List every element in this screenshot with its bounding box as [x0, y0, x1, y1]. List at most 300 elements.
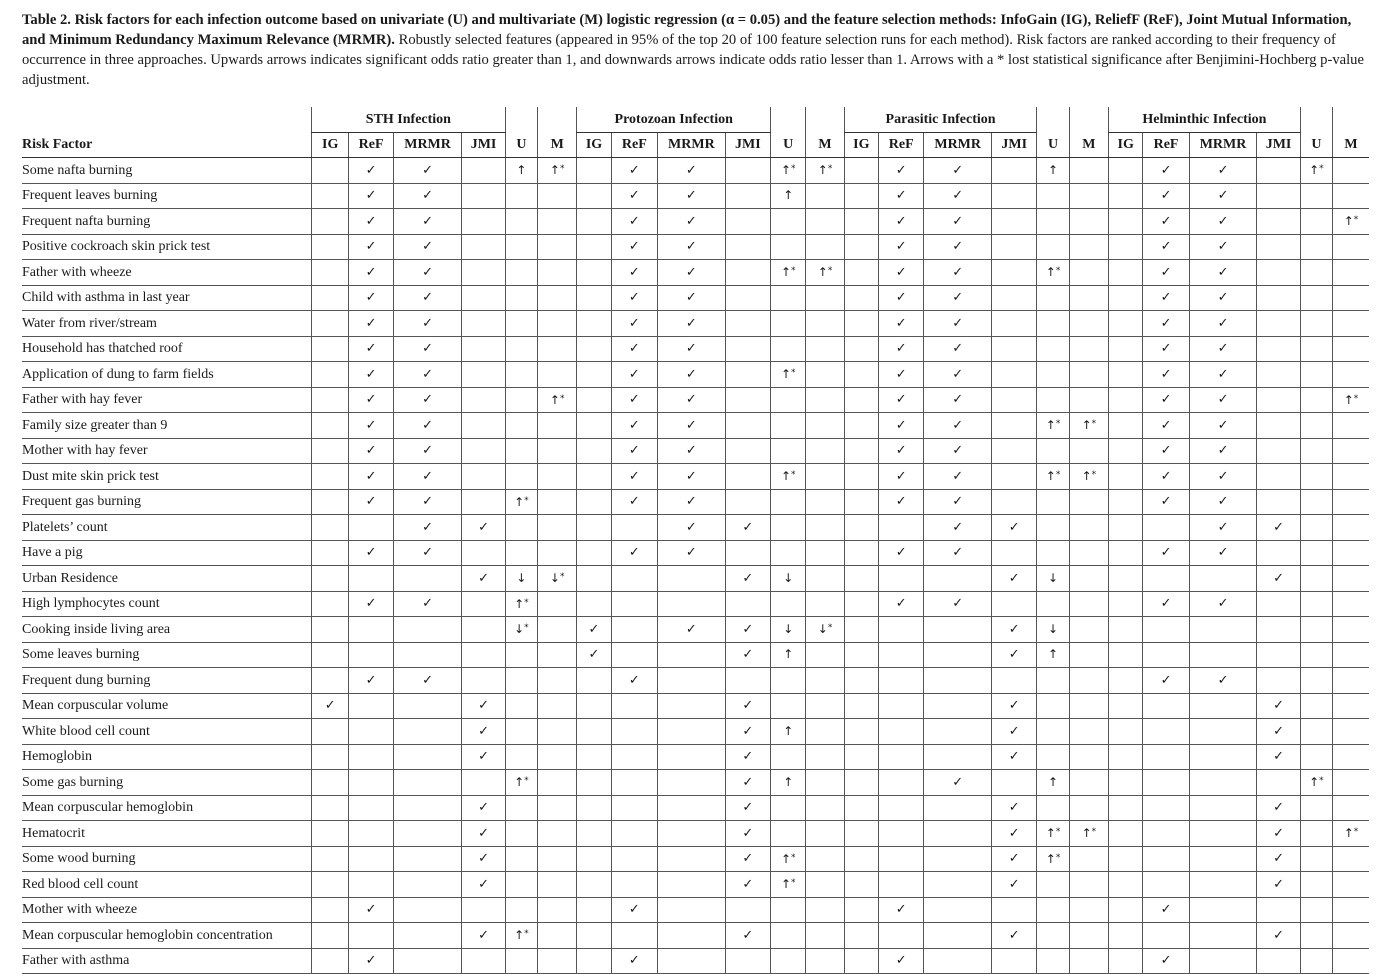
risk-factor-name: Platelets’ count — [22, 515, 312, 541]
check-mark-icon: ✓ — [1273, 927, 1284, 943]
cell-parasitic-infection-ref — [879, 795, 924, 821]
cell-sth-infection-ig — [312, 540, 349, 566]
cell-sth-infection-ig — [312, 770, 349, 796]
cell-parasitic-infection-jmi — [991, 209, 1036, 235]
cell-sth-infection-u — [505, 948, 537, 974]
cell-protozoan-infection-jmi — [725, 948, 770, 974]
group-header-row — [22, 107, 1369, 132]
arrow-up-icon: ↑* — [1045, 851, 1061, 866]
check-mark-icon: ✓ — [365, 341, 377, 357]
cell-parasitic-infection-jmi — [991, 158, 1036, 184]
arrow-up-icon: ↑* — [549, 392, 565, 407]
cell-helminthic-infection-mrmr — [1189, 566, 1257, 592]
cell-parasitic-infection-m — [1069, 158, 1108, 184]
arrow-down-icon: ↓* — [514, 622, 529, 637]
col-header-protozoan-infection-ig: IG — [577, 132, 611, 158]
cell-sth-infection-mrmr — [393, 209, 462, 235]
cell-helminthic-infection-mrmr — [1189, 234, 1257, 260]
cell-sth-infection-m — [538, 846, 577, 872]
check-mark-icon: ✓ — [1217, 264, 1229, 280]
arrow-up-icon: ↑* — [514, 928, 529, 943]
check-mark-icon: ✓ — [1008, 621, 1020, 637]
risk-factor-name: Dust mite skin prick test — [22, 464, 312, 490]
cell-helminthic-infection-ig — [1109, 795, 1143, 821]
cell-parasitic-infection-ig — [844, 566, 878, 592]
cell-helminthic-infection-mrmr — [1189, 489, 1257, 515]
check-mark-icon: ✓ — [1217, 366, 1229, 382]
check-mark-icon: ✓ — [742, 851, 754, 867]
cell-helminthic-infection-m — [1333, 438, 1369, 464]
check-mark-icon: ✓ — [422, 213, 434, 229]
cell-sth-infection-ig — [312, 464, 349, 490]
cell-helminthic-infection-m — [1333, 413, 1369, 439]
cell-sth-infection-jmi — [462, 923, 505, 949]
cell-parasitic-infection-mrmr — [924, 795, 992, 821]
cell-protozoan-infection-ref — [611, 464, 657, 490]
cell-sth-infection-jmi — [462, 413, 505, 439]
check-mark-icon: ✓ — [1008, 519, 1020, 535]
cell-parasitic-infection-ig — [844, 158, 878, 184]
cell-protozoan-infection-ref — [611, 158, 657, 184]
cell-protozoan-infection-m — [806, 336, 844, 362]
cell-protozoan-infection-u — [771, 285, 806, 311]
arrow-up-icon: ↑ — [1048, 647, 1059, 662]
cell-sth-infection-u — [505, 846, 537, 872]
cell-parasitic-infection-m — [1069, 183, 1108, 209]
check-mark-icon: ✓ — [478, 698, 489, 714]
cell-parasitic-infection-ref — [879, 693, 924, 719]
cell-sth-infection-ig — [312, 923, 349, 949]
check-mark-icon: ✓ — [685, 290, 697, 306]
cell-parasitic-infection-ig — [844, 897, 878, 923]
check-mark-icon: ✓ — [952, 392, 964, 408]
group-helminthic-infection: Helminthic Infection — [1109, 107, 1301, 132]
cell-sth-infection-ig — [312, 489, 349, 515]
cell-protozoan-infection-mrmr — [658, 311, 726, 337]
cell-sth-infection-u — [505, 413, 537, 439]
cell-helminthic-infection-m — [1333, 489, 1369, 515]
cell-sth-infection-jmi — [462, 668, 505, 694]
table-row — [22, 923, 1369, 949]
cell-parasitic-infection-m — [1069, 693, 1108, 719]
check-mark-icon: ✓ — [952, 774, 964, 790]
cell-sth-infection-m — [538, 948, 577, 974]
table-row — [22, 183, 1369, 209]
cell-sth-infection-u — [505, 617, 537, 643]
cell-protozoan-infection-ig — [577, 311, 611, 337]
cell-protozoan-infection-ref — [611, 872, 657, 898]
arrow-up-icon: ↑* — [817, 163, 833, 178]
cell-sth-infection-ref — [349, 311, 393, 337]
check-mark-icon: ✓ — [952, 315, 964, 331]
cell-parasitic-infection-u — [1037, 923, 1069, 949]
check-mark-icon: ✓ — [742, 647, 754, 663]
risk-factor-name: High lymphocytes count — [22, 591, 312, 617]
cell-sth-infection-ref — [349, 642, 393, 668]
cell-helminthic-infection-ref — [1143, 183, 1189, 209]
cell-parasitic-infection-mrmr — [924, 872, 992, 898]
cell-protozoan-infection-ig — [577, 872, 611, 898]
cell-protozoan-infection-ig — [577, 566, 611, 592]
check-mark-icon: ✓ — [365, 902, 377, 918]
cell-sth-infection-ref — [349, 770, 393, 796]
cell-helminthic-infection-ig — [1109, 566, 1143, 592]
check-mark-icon: ✓ — [478, 800, 489, 816]
cell-helminthic-infection-jmi — [1257, 693, 1300, 719]
cell-helminthic-infection-m — [1333, 209, 1369, 235]
cell-protozoan-infection-u — [771, 489, 806, 515]
cell-parasitic-infection-mrmr — [924, 566, 992, 592]
cell-helminthic-infection-ig — [1109, 693, 1143, 719]
cell-parasitic-infection-m — [1069, 668, 1108, 694]
cell-protozoan-infection-mrmr — [658, 566, 726, 592]
check-mark-icon: ✓ — [365, 239, 377, 255]
check-mark-icon: ✓ — [628, 162, 640, 178]
check-mark-icon: ✓ — [952, 596, 964, 612]
cell-parasitic-infection-ref — [879, 285, 924, 311]
cell-helminthic-infection-u — [1300, 923, 1332, 949]
check-mark-icon: ✓ — [628, 672, 640, 688]
check-mark-icon: ✓ — [895, 953, 907, 969]
cell-helminthic-infection-mrmr — [1189, 260, 1257, 286]
cell-sth-infection-u — [505, 821, 537, 847]
cell-parasitic-infection-m — [1069, 770, 1108, 796]
cell-protozoan-infection-m — [806, 209, 844, 235]
cell-protozoan-infection-mrmr — [658, 336, 726, 362]
cell-sth-infection-ref — [349, 209, 393, 235]
risk-factor-name: Mean corpuscular volume — [22, 693, 312, 719]
cell-parasitic-infection-u — [1037, 566, 1069, 592]
cell-parasitic-infection-u — [1037, 489, 1069, 515]
cell-sth-infection-ig — [312, 285, 349, 311]
cell-sth-infection-u — [505, 642, 537, 668]
check-mark-icon: ✓ — [1217, 596, 1229, 612]
cell-helminthic-infection-jmi — [1257, 591, 1300, 617]
cell-helminthic-infection-mrmr — [1189, 413, 1257, 439]
cell-helminthic-infection-u — [1300, 744, 1332, 770]
cell-protozoan-infection-mrmr — [658, 668, 726, 694]
cell-sth-infection-u — [505, 158, 537, 184]
cell-parasitic-infection-jmi — [991, 923, 1036, 949]
cell-protozoan-infection-u — [771, 234, 806, 260]
table-row — [22, 234, 1369, 260]
cell-parasitic-infection-jmi — [991, 387, 1036, 413]
check-mark-icon: ✓ — [422, 341, 434, 357]
cell-protozoan-infection-jmi — [725, 872, 770, 898]
cell-helminthic-infection-jmi — [1257, 923, 1300, 949]
cell-sth-infection-u — [505, 387, 537, 413]
cell-helminthic-infection-ig — [1109, 438, 1143, 464]
cell-protozoan-infection-u — [771, 209, 806, 235]
cell-parasitic-infection-jmi — [991, 693, 1036, 719]
arrow-up-icon: ↑ — [783, 647, 794, 662]
cell-helminthic-infection-m — [1333, 183, 1369, 209]
cell-helminthic-infection-u — [1300, 846, 1332, 872]
cell-protozoan-infection-u — [771, 744, 806, 770]
cell-sth-infection-m — [538, 515, 577, 541]
cell-parasitic-infection-jmi — [991, 897, 1036, 923]
cell-parasitic-infection-ref — [879, 438, 924, 464]
cell-parasitic-infection-m — [1069, 795, 1108, 821]
arrow-up-icon: ↑* — [1081, 418, 1097, 433]
cell-protozoan-infection-jmi — [725, 158, 770, 184]
risk-factor-name: Frequent dung burning — [22, 668, 312, 694]
cell-parasitic-infection-jmi — [991, 183, 1036, 209]
risk-factor-name: Red blood cell count — [22, 872, 312, 898]
check-mark-icon: ✓ — [685, 621, 697, 637]
cell-helminthic-infection-u — [1300, 234, 1332, 260]
check-mark-icon: ✓ — [1008, 800, 1020, 816]
check-mark-icon: ✓ — [365, 672, 377, 688]
check-mark-icon: ✓ — [422, 162, 434, 178]
cell-sth-infection-jmi — [462, 285, 505, 311]
arrow-up-icon: ↑* — [817, 265, 833, 280]
cell-protozoan-infection-u — [771, 923, 806, 949]
check-mark-icon: ✓ — [1273, 800, 1284, 816]
risk-factor-name: Household has thatched roof — [22, 336, 312, 362]
check-mark-icon: ✓ — [1217, 672, 1229, 688]
cell-parasitic-infection-mrmr — [924, 489, 992, 515]
cell-protozoan-infection-jmi — [725, 413, 770, 439]
cell-sth-infection-m — [538, 821, 577, 847]
cell-sth-infection-u — [505, 744, 537, 770]
risk-factor-name: Frequent nafta burning — [22, 209, 312, 235]
cell-helminthic-infection-mrmr — [1189, 158, 1257, 184]
cell-parasitic-infection-m — [1069, 872, 1108, 898]
cell-parasitic-infection-m — [1069, 617, 1108, 643]
cell-helminthic-infection-ref — [1143, 336, 1189, 362]
cell-sth-infection-jmi — [462, 795, 505, 821]
cell-sth-infection-jmi — [462, 489, 505, 515]
cell-helminthic-infection-jmi — [1257, 948, 1300, 974]
cell-sth-infection-jmi — [462, 693, 505, 719]
table-row — [22, 438, 1369, 464]
arrow-up-icon: ↑* — [514, 775, 529, 790]
check-mark-icon: ✓ — [685, 443, 697, 459]
cell-helminthic-infection-jmi — [1257, 336, 1300, 362]
cell-helminthic-infection-jmi — [1257, 209, 1300, 235]
cell-helminthic-infection-m — [1333, 642, 1369, 668]
cell-helminthic-infection-mrmr — [1189, 770, 1257, 796]
cell-helminthic-infection-jmi — [1257, 362, 1300, 388]
cell-sth-infection-mrmr — [393, 260, 462, 286]
cell-sth-infection-m — [538, 897, 577, 923]
cell-sth-infection-ig — [312, 336, 349, 362]
cell-parasitic-infection-ig — [844, 591, 878, 617]
check-mark-icon: ✓ — [1217, 188, 1229, 204]
cell-parasitic-infection-m — [1069, 948, 1108, 974]
cell-sth-infection-ref — [349, 438, 393, 464]
cell-parasitic-infection-m — [1069, 591, 1108, 617]
cell-protozoan-infection-jmi — [725, 693, 770, 719]
arrow-down-icon: ↓ — [1048, 570, 1059, 585]
check-mark-icon: ✓ — [1160, 315, 1172, 331]
cell-protozoan-infection-jmi — [725, 336, 770, 362]
cell-protozoan-infection-mrmr — [658, 209, 726, 235]
check-mark-icon: ✓ — [1008, 876, 1020, 892]
cell-helminthic-infection-ig — [1109, 897, 1143, 923]
cell-helminthic-infection-jmi — [1257, 515, 1300, 541]
cell-protozoan-infection-ig — [577, 234, 611, 260]
check-mark-icon: ✓ — [1217, 494, 1229, 510]
cell-protozoan-infection-ig — [577, 489, 611, 515]
cell-protozoan-infection-ref — [611, 413, 657, 439]
cell-helminthic-infection-jmi — [1257, 311, 1300, 337]
cell-helminthic-infection-u — [1300, 285, 1332, 311]
check-mark-icon: ✓ — [1160, 417, 1172, 433]
arrow-up-icon: ↑* — [1045, 418, 1061, 433]
cell-parasitic-infection-ig — [844, 362, 878, 388]
check-mark-icon: ✓ — [895, 341, 907, 357]
cell-parasitic-infection-mrmr — [924, 387, 992, 413]
cell-helminthic-infection-ig — [1109, 183, 1143, 209]
check-mark-icon: ✓ — [628, 902, 640, 918]
cell-sth-infection-m — [538, 362, 577, 388]
cell-protozoan-infection-ref — [611, 617, 657, 643]
check-mark-icon: ✓ — [1008, 825, 1020, 841]
risk-factor-name: Mean corpuscular hemoglobin — [22, 795, 312, 821]
cell-sth-infection-m — [538, 489, 577, 515]
table-caption — [22, 10, 1377, 90]
cell-protozoan-infection-ref — [611, 770, 657, 796]
cell-sth-infection-m — [538, 872, 577, 898]
cell-helminthic-infection-ig — [1109, 617, 1143, 643]
check-mark-icon: ✓ — [324, 698, 336, 714]
risk-factor-name: Some leaves burning — [22, 642, 312, 668]
group-parasitic-infection: Parasitic Infection — [844, 107, 1037, 132]
check-mark-icon: ✓ — [422, 468, 434, 484]
check-mark-icon: ✓ — [742, 927, 754, 943]
cell-parasitic-infection-m — [1069, 566, 1108, 592]
cell-protozoan-infection-ref — [611, 948, 657, 974]
cell-protozoan-infection-jmi — [725, 744, 770, 770]
cell-parasitic-infection-u — [1037, 362, 1069, 388]
cell-helminthic-infection-jmi — [1257, 744, 1300, 770]
cell-helminthic-infection-u — [1300, 719, 1332, 745]
cell-helminthic-infection-jmi — [1257, 158, 1300, 184]
cell-helminthic-infection-m — [1333, 464, 1369, 490]
cell-sth-infection-u — [505, 897, 537, 923]
cell-protozoan-infection-jmi — [725, 770, 770, 796]
arrow-up-icon: ↑ — [783, 723, 794, 738]
cell-sth-infection-jmi — [462, 515, 505, 541]
cell-parasitic-infection-m — [1069, 821, 1108, 847]
cell-sth-infection-m — [538, 285, 577, 311]
cell-helminthic-infection-jmi — [1257, 387, 1300, 413]
cell-protozoan-infection-ig — [577, 285, 611, 311]
cell-parasitic-infection-ig — [844, 464, 878, 490]
cell-helminthic-infection-u — [1300, 336, 1332, 362]
cell-parasitic-infection-jmi — [991, 234, 1036, 260]
cell-protozoan-infection-m — [806, 872, 844, 898]
cell-sth-infection-ig — [312, 234, 349, 260]
cell-sth-infection-ig — [312, 617, 349, 643]
check-mark-icon: ✓ — [365, 188, 377, 204]
risk-factor-name: Mother with wheeze — [22, 897, 312, 923]
cell-sth-infection-jmi — [462, 183, 505, 209]
cell-parasitic-infection-mrmr — [924, 846, 992, 872]
check-mark-icon: ✓ — [478, 570, 489, 586]
cell-protozoan-infection-m — [806, 311, 844, 337]
cell-parasitic-infection-u — [1037, 285, 1069, 311]
arrow-up-icon: ↑ — [516, 162, 527, 177]
check-mark-icon: ✓ — [1160, 264, 1172, 280]
cell-sth-infection-u — [505, 566, 537, 592]
cell-sth-infection-ig — [312, 642, 349, 668]
cell-parasitic-infection-u — [1037, 872, 1069, 898]
check-mark-icon: ✓ — [952, 519, 964, 535]
check-mark-icon: ✓ — [1160, 468, 1172, 484]
check-mark-icon: ✓ — [742, 825, 754, 841]
cell-helminthic-infection-m — [1333, 158, 1369, 184]
cell-parasitic-infection-ref — [879, 642, 924, 668]
check-mark-icon: ✓ — [1273, 851, 1284, 867]
check-mark-icon: ✓ — [1008, 749, 1020, 765]
cell-sth-infection-m — [538, 158, 577, 184]
cell-parasitic-infection-ref — [879, 413, 924, 439]
cell-protozoan-infection-m — [806, 540, 844, 566]
col-header-parasitic-infection-u: U — [1037, 132, 1069, 158]
cell-sth-infection-mrmr — [393, 897, 462, 923]
arrow-up-icon: ↑ — [783, 774, 794, 789]
cell-protozoan-infection-m — [806, 668, 844, 694]
cell-helminthic-infection-u — [1300, 209, 1332, 235]
cell-parasitic-infection-mrmr — [924, 362, 992, 388]
cell-helminthic-infection-ref — [1143, 617, 1189, 643]
cell-protozoan-infection-jmi — [725, 387, 770, 413]
group-gap — [538, 107, 577, 132]
check-mark-icon: ✓ — [1160, 545, 1172, 561]
cell-helminthic-infection-mrmr — [1189, 897, 1257, 923]
check-mark-icon: ✓ — [1160, 188, 1172, 204]
cell-sth-infection-ref — [349, 719, 393, 745]
cell-sth-infection-ig — [312, 362, 349, 388]
cell-helminthic-infection-mrmr — [1189, 311, 1257, 337]
cell-protozoan-infection-jmi — [725, 617, 770, 643]
cell-protozoan-infection-m — [806, 770, 844, 796]
cell-protozoan-infection-u — [771, 872, 806, 898]
cell-helminthic-infection-u — [1300, 617, 1332, 643]
cell-protozoan-infection-mrmr — [658, 897, 726, 923]
cell-protozoan-infection-jmi — [725, 311, 770, 337]
cell-sth-infection-ig — [312, 183, 349, 209]
cell-parasitic-infection-m — [1069, 438, 1108, 464]
cell-parasitic-infection-u — [1037, 719, 1069, 745]
cell-helminthic-infection-m — [1333, 311, 1369, 337]
table-row — [22, 872, 1369, 898]
cell-parasitic-infection-mrmr — [924, 209, 992, 235]
cell-parasitic-infection-mrmr — [924, 821, 992, 847]
cell-parasitic-infection-jmi — [991, 872, 1036, 898]
cell-parasitic-infection-ref — [879, 668, 924, 694]
cell-helminthic-infection-ig — [1109, 591, 1143, 617]
cell-protozoan-infection-u — [771, 413, 806, 439]
check-mark-icon: ✓ — [422, 290, 434, 306]
cell-helminthic-infection-u — [1300, 515, 1332, 541]
cell-protozoan-infection-mrmr — [658, 464, 726, 490]
cell-parasitic-infection-mrmr — [924, 413, 992, 439]
cell-helminthic-infection-ig — [1109, 846, 1143, 872]
check-mark-icon: ✓ — [895, 162, 907, 178]
risk-factor-name: Father with wheeze — [22, 260, 312, 286]
cell-sth-infection-mrmr — [393, 387, 462, 413]
check-mark-icon: ✓ — [628, 443, 640, 459]
cell-protozoan-infection-u — [771, 387, 806, 413]
cell-protozoan-infection-ref — [611, 489, 657, 515]
cell-parasitic-infection-ref — [879, 821, 924, 847]
cell-sth-infection-mrmr — [393, 362, 462, 388]
check-mark-icon: ✓ — [952, 162, 964, 178]
